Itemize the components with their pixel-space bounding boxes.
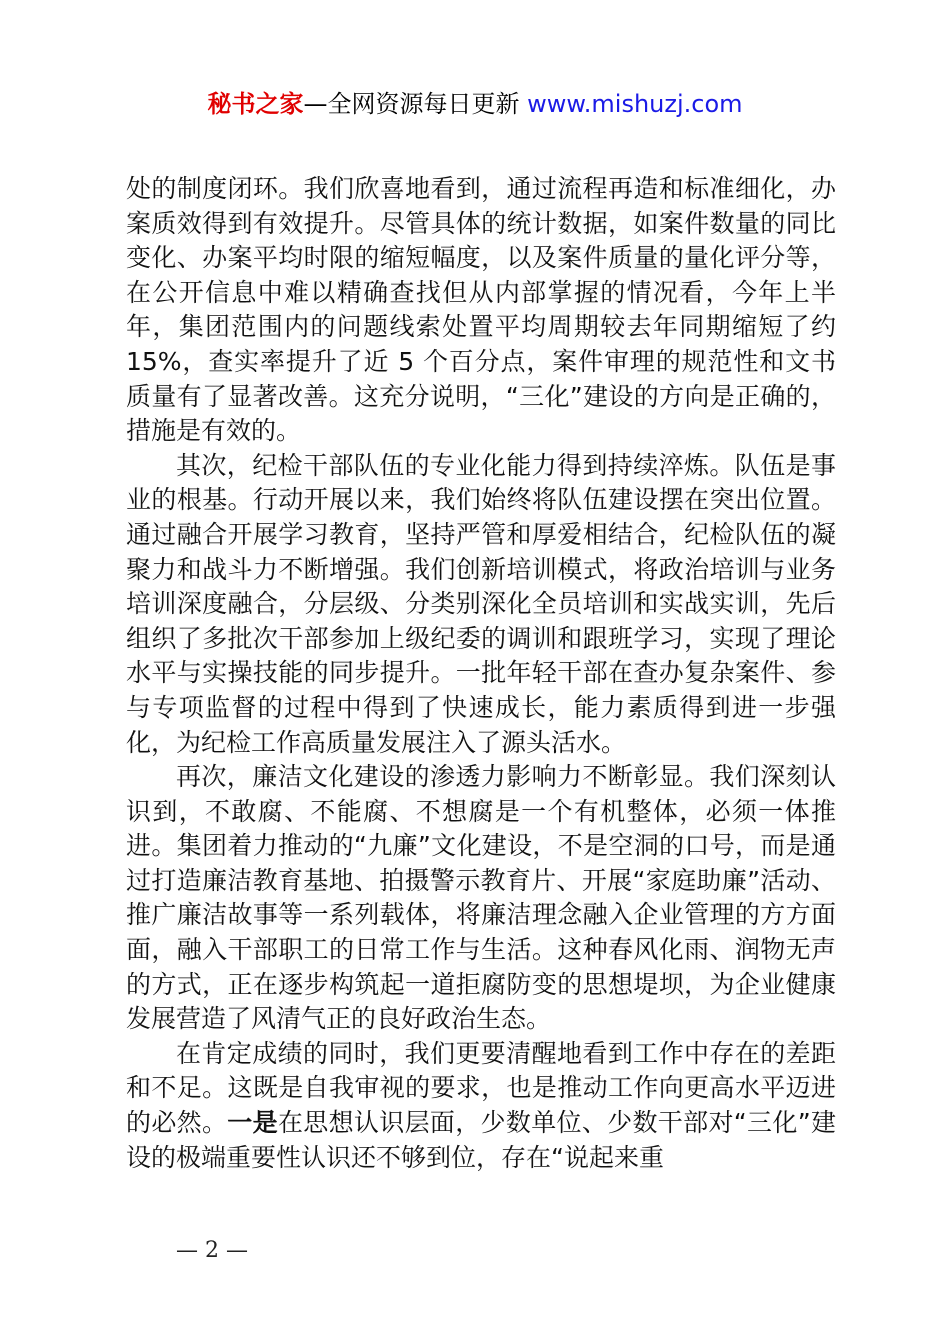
paragraph-continuation: 处的制度闭环。我们欣喜地看到，通过流程再造和标准细化，办案质效得到有效提升。尽管具体的统计数据，如案件数量的同比变化、办案平均时限的缩短幅度，以及案件质量的量化评分等，在公开信息中难以精确查找但从内部掌握的情况看，今年上半年，集团范围内的问题线索处置平均周期较去年同期缩短了约 15%，查实率提升了近 5 个百分点，案件审理的规范性和文书质量有了显著改善。这充分说明，“三化”建设的方向是正确的，措施是有效的。 (126, 174, 836, 446)
paragraph-shortcomings-rest: 在思想认识层面，少数单位、少数干部对“三化”建设的极端重要性认识还不够到位，存在“说起来重 (126, 1108, 836, 1172)
paragraph-shortcomings (126, 1037, 836, 1175)
paragraph-shortcomings-bold-marker: 一是 (227, 1108, 278, 1138)
paragraph-third: 再次，廉洁文化建设的渗透力影响力不断彰显。我们深刻认识到，不敢腐、不能腐、不想腐是一个有机整体，必须一体推进。集团着力推动的“九廉”文化建设，不是空洞的口号，而是通过打造廉洁教育基地、拍摄警示教育片、开展“家庭助廉”活动、推广廉洁故事等一系列载体，将廉洁理念融入企业管理的方方面面，融入干部职工的日常工作与生活。这种春风化雨、润物无声的方式，正在逐步构筑起一道拒腐防变的思想堤坝，为企业健康发展营造了风清气正的良好政治生态。 (126, 762, 836, 1034)
paragraph-second: 其次，纪检干部队伍的专业化能力得到持续淬炼。队伍是事业的根基。行动开展以来，我们始终将队伍建设摆在突出位置。通过融合开展学习教育，坚持严管和厚爱相结合，纪检队伍的凝聚力和战斗力不断增强。我们创新培训模式，将政治培训与业务培训深度融合，分层级、分类别深化全员培训和实战实训，先后组织了多批次干部参加上级纪委的调训和跟班学习，实现了理论水平与实操技能的同步提升。一批年轻干部在查办复杂案件、参与专项监督的过程中得到了快速成长，能力素质得到进一步强化，为纪检工作高质量发展注入了源头活水。 (126, 450, 836, 757)
paragraph-shortcomings-intro: 在肯定成绩的同时，我们更要清醒地看到工作中存在的差距和不足。这既是自我审视的要求，也是推动工作向更高水平迈进的必然。 (126, 1038, 836, 1138)
site-header (0, 86, 950, 122)
site-brand: 秘书之家 (207, 90, 304, 118)
site-slogan: —全网资源每日更新 (303, 90, 528, 118)
body-text (126, 172, 836, 1175)
site-url-link[interactable]: www.mishuzj.com (527, 90, 743, 118)
page-number: — 2 — (176, 1238, 248, 1263)
